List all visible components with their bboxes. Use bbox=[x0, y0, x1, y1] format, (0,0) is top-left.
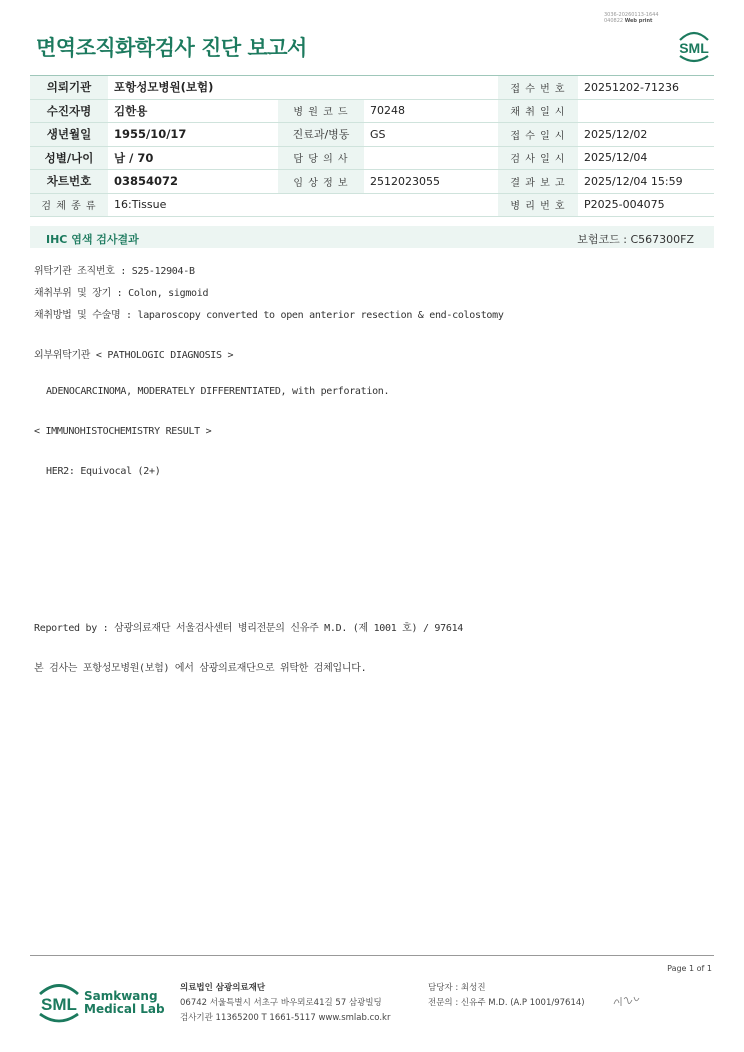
collect-date-label: 채 취 일 시 bbox=[498, 99, 578, 123]
patient-label: 수진자명 bbox=[30, 99, 108, 123]
sml-logo-text-bottom: SML bbox=[41, 995, 77, 1014]
sml-footer-logo-icon bbox=[36, 980, 82, 1026]
dept-label: 진료과/병동 bbox=[278, 123, 364, 147]
collect-date-value bbox=[578, 99, 714, 123]
chart-label: 차트번호 bbox=[30, 170, 108, 194]
ihc-result-header: < IMMUNOHISTOCHEMISTRY RESULT > bbox=[34, 426, 212, 437]
signature-icon bbox=[612, 994, 642, 1008]
footer-address: 06742 서울특별시 서초구 바우뫼로41길 57 삼광빌딩 bbox=[180, 998, 382, 1008]
receipt-no-value: 20251202-71236 bbox=[578, 76, 714, 100]
pathology-no-label: 병 리 번 호 bbox=[498, 193, 578, 217]
footer-staff: 담당자 : 최성진 bbox=[428, 983, 486, 993]
doctor-value bbox=[364, 146, 498, 170]
sex-age-value: 남 / 70 bbox=[108, 146, 278, 170]
dept-value: GS bbox=[364, 123, 498, 147]
clinical-value: 2512023055 bbox=[364, 170, 498, 194]
sml-logo-text-top: SML bbox=[679, 40, 709, 56]
report-date-value: 2025/12/04 15:59 bbox=[578, 170, 714, 194]
page-number: Page 1 of 1 bbox=[667, 964, 712, 973]
collection-method-line: 채취방법 및 수술명 : laparoscopy converted to open anterior resection & end-colostomy bbox=[34, 310, 504, 321]
chart-value: 03854072 bbox=[108, 170, 278, 194]
sml-logo-icon bbox=[674, 28, 714, 64]
pathology-no-value: P2025-004075 bbox=[578, 193, 714, 217]
insurance-code: 보험코드 : C567300FZ bbox=[577, 233, 694, 246]
info-row bbox=[30, 193, 714, 217]
exam-date-value: 2025/12/04 bbox=[578, 146, 714, 170]
patient-info-table bbox=[30, 75, 714, 217]
tissue-number-line: 위탁기관 조직번호 : S25-12904-B bbox=[34, 266, 195, 277]
doctor-label: 담 당 의 사 bbox=[278, 146, 364, 170]
reported-by-line: Reported by : 삼광의료재단 서울검사센터 병리전문의 신유주 M.D. (제 1001 호) / 97614 bbox=[34, 623, 464, 634]
footer-org: 의료법인 삼광의료재단 bbox=[180, 983, 266, 993]
footer-contact: 검사기관 11365200 T 1661-5117 www.smlab.co.kr bbox=[180, 1013, 391, 1023]
company-name-line2: Medical Lab bbox=[84, 1001, 165, 1016]
request-org-value: 포항성모병원(보험) bbox=[108, 76, 498, 100]
footer-divider bbox=[30, 955, 714, 956]
birth-value: 1955/10/17 bbox=[108, 123, 278, 147]
print-code bbox=[604, 12, 659, 24]
report-date-label: 결 과 보 고 bbox=[498, 170, 578, 194]
ihc-section-header bbox=[30, 226, 714, 248]
birth-label: 생년월일 bbox=[30, 123, 108, 147]
info-row bbox=[30, 76, 714, 100]
consignment-note: 본 검사는 포항성모병원(보험) 에서 삼광의료재단으로 위탁한 검체입니다. bbox=[34, 663, 367, 674]
info-row bbox=[30, 170, 714, 194]
info-row bbox=[30, 146, 714, 170]
collection-site-line: 채취부위 및 장기 : Colon, sigmoid bbox=[34, 288, 209, 299]
report-title: 면역조직화학검사 진단 보고서 bbox=[36, 36, 307, 60]
info-row bbox=[30, 123, 714, 147]
info-row bbox=[30, 99, 714, 123]
hospital-code-value: 70248 bbox=[364, 99, 498, 123]
exam-date-label: 검 사 일 시 bbox=[498, 146, 578, 170]
specimen-value: 16:Tissue bbox=[108, 193, 498, 217]
sex-age-label: 성별/나이 bbox=[30, 146, 108, 170]
diagnosis-text: ADENOCARCINOMA, MODERATELY DIFFERENTIATED, with perforation. bbox=[46, 386, 390, 397]
specimen-label: 검 체 종 류 bbox=[30, 193, 108, 217]
print-code-label: Web print bbox=[624, 18, 653, 24]
pathologic-diagnosis-header: 외부위탁기관 < PATHOLOGIC DIAGNOSIS > bbox=[34, 350, 234, 361]
request-org-label: 의뢰기관 bbox=[30, 76, 108, 100]
receipt-date-label: 접 수 일 시 bbox=[498, 123, 578, 147]
hospital-code-label: 병 원 코 드 bbox=[278, 99, 364, 123]
receipt-no-label: 접 수 번 호 bbox=[498, 76, 578, 100]
footer-specialist: 전문의 : 신유주 M.D. (A.P 1001/97614) bbox=[428, 998, 585, 1008]
print-code-line1: 3036-20260113-1644 bbox=[604, 12, 659, 18]
print-code-number: 040822 bbox=[604, 18, 624, 24]
ihc-result-text: HER2: Equivocal (2+) bbox=[46, 466, 161, 477]
patient-value: 김한용 bbox=[108, 99, 278, 123]
clinical-label: 임 상 정 보 bbox=[278, 170, 364, 194]
company-name-line1: Samkwang bbox=[84, 989, 158, 1003]
company-name bbox=[84, 990, 165, 1015]
section-title: IHC 염색 검사결과 bbox=[46, 233, 139, 246]
receipt-date-value: 2025/12/02 bbox=[578, 123, 714, 147]
